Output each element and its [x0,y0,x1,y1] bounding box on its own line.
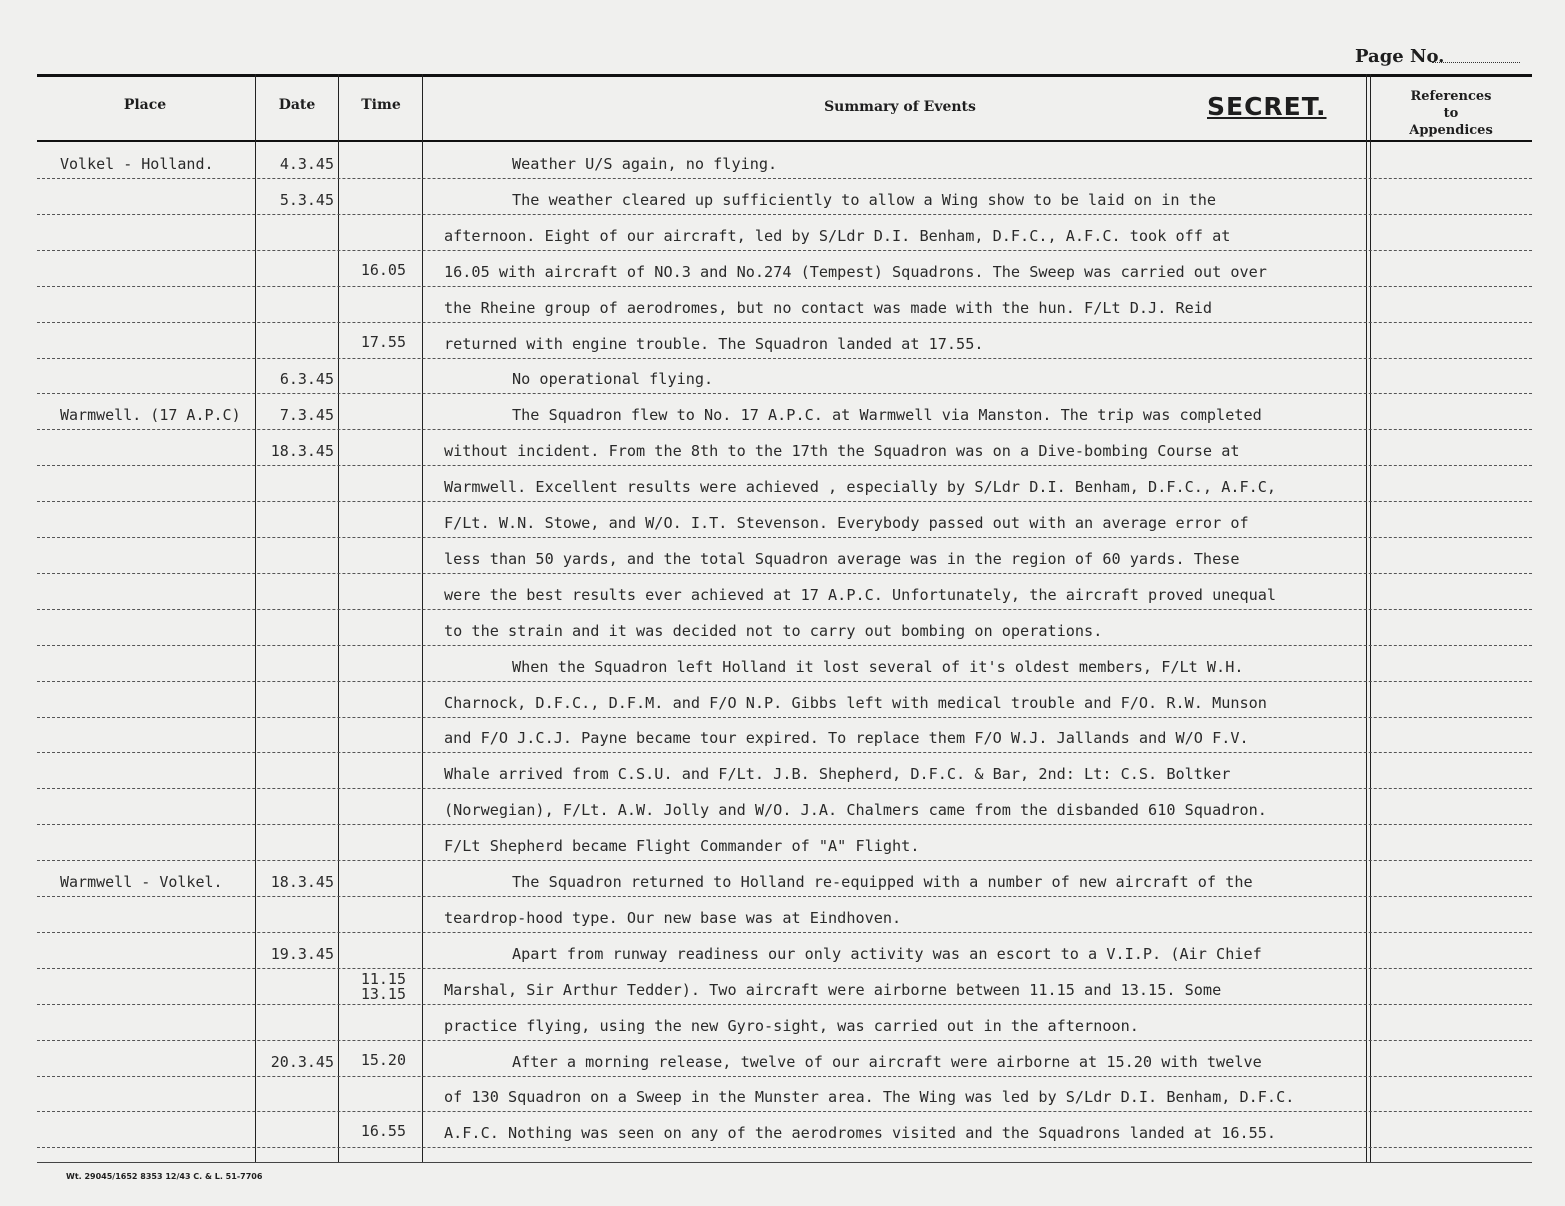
row-date: 19.3.45 [270,944,334,963]
row-summary: Whale arrived from C.S.U. and F/Lt. J.B. Shepherd, D.F.C. & Bar, 2nd: Lt: C.S. Boltker [444,765,1231,784]
column-divider-time [422,74,423,1163]
header-references-line-1: References [1410,89,1492,104]
table-bottom-rule [37,1162,1532,1163]
row-place: Volkel - Holland. [60,155,214,173]
row-summary: After a morning release, twelve of our aircraft were airborne at 15.20 with twelve [512,1052,1262,1071]
row-rule [37,286,1532,287]
row-summary: 16.05 with aircraft of NO.3 and No.274 (Tempest) Squadrons. The Sweep was carried out over [444,262,1267,281]
row-rule [37,465,1532,466]
row-rule [37,609,1532,610]
row-rule [37,860,1532,861]
row-rule [37,214,1532,215]
column-divider-references [1370,74,1371,1163]
row-rule [37,1076,1532,1077]
row-summary: less than 50 yards, and the total Squadron average was in the region of 60 yards. These [444,549,1240,568]
row-summary: No operational flying. [512,370,714,389]
row-rule [37,1040,1532,1041]
row-rule [37,1004,1532,1005]
row-summary: F/Lt. W.N. Stowe, and W/O. I.T. Stevenson. Everybody passed out with an average error of [444,514,1249,532]
row-summary: returned with engine trouble. The Squadron landed at 17.55. [444,334,984,353]
row-place: Warmwell - Volkel. [60,873,223,891]
row-summary: F/Lt Shepherd became Flight Commander of "A" Flight. [444,837,920,856]
row-rule [37,645,1532,646]
row-summary: the Rheine group of aerodromes, but no contact was made with the hun. F/Lt D.J. Reid [444,298,1213,317]
header-references [1372,88,1530,139]
row-time: 17.55 [360,332,406,351]
header-place: Place [123,97,167,113]
row-summary: The Squadron flew to No. 17 A.P.C. at Warmwell via Manston. The trip was completed [512,406,1262,425]
row-summary: The weather cleared up sufficiently to allow a Wing show to be laid on in the [512,190,1217,209]
row-summary: practice flying, using the new Gyro-sight, was carried out in the afternoon. [444,1016,1139,1035]
row-rule [37,896,1532,897]
table-top-rule [37,74,1532,77]
row-rule [37,681,1532,682]
row-rule [37,788,1532,789]
row-rule [37,393,1532,394]
row-summary: of 130 Squadron on a Sweep in the Munster area. The Wing was led by S/Ldr D.I. Benham, D.F.C. [444,1088,1295,1107]
row-date: 18.3.45 [270,873,334,891]
row-rule [37,537,1532,538]
row-summary: afternoon. Eight of our aircraft, led by S/Ldr D.I. Benham, D.F.C., A.F.C. took off at [444,226,1231,245]
page-number-field [1432,62,1520,63]
row-date: 6.3.45 [279,370,334,389]
row-date: 20.3.45 [270,1052,334,1071]
row-summary: A.F.C. Nothing was seen on any of the aerodromes visited and the Squadrons landed at 16.55. [444,1124,1277,1143]
row-date: 5.3.45 [279,190,334,209]
row-date: 7.3.45 [279,406,334,425]
row-time: 16.55 [360,1122,406,1141]
row-date: 18.3.45 [270,442,334,461]
row-rule [37,501,1532,502]
form-footer: Wt. 29045/1652 8353 12/43 C. & L. 51-7706 [66,1172,263,1181]
row-place: Warmwell. (17 A.P.C) [60,406,241,425]
header-bottom-rule [37,140,1532,142]
row-summary: without incident. From the 8th to the 17th the Squadron was on a Dive-bombing Course at [444,442,1240,461]
row-time: 16.05 [360,260,406,279]
row-summary: were the best results ever achieved at 17 A.P.C. Unfortunately, the aircraft proved unequal [444,585,1277,604]
column-divider-place [255,74,256,1163]
row-summary: Warmwell. Excellent results were achieved , especially by S/Ldr D.I. Benham, D.F.C., A.F.C, [444,478,1277,497]
secret-stamp: SECRET. [1207,92,1327,121]
row-rule [37,250,1532,251]
page-number-label: Page No. [1355,46,1445,67]
row-rule [37,1147,1532,1148]
row-summary: and F/O J.C.J. Payne became tour expired. To replace them F/O W.J. Jallands and W/O F.V. [444,729,1249,748]
row-rule [37,1111,1532,1112]
row-rule [37,824,1532,825]
row-summary: When the Squadron left Holland it lost several of it's oldest members, F/Lt W.H. [512,657,1244,676]
row-rule [37,573,1532,574]
row-rule [37,968,1532,969]
row-summary: Apart from runway readiness our only activity was an escort to a V.I.P. (Air Chief [512,944,1262,963]
row-rule [37,932,1532,933]
column-divider-date [338,74,339,1163]
row-summary: (Norwegian), F/Lt. A.W. Jolly and W/O. J.A. Chalmers came from the disbanded 610 Squadron. [444,801,1267,820]
row-summary: The Squadron returned to Holland re-equipped with a number of new aircraft of the [512,873,1253,891]
row-time: 11.15 13.15 [360,969,406,1003]
row-summary: Weather U/S again, no flying. [512,155,778,173]
row-rule [37,322,1532,323]
row-summary: Marshal, Sir Arthur Tedder). Two aircraft were airborne between 11.15 and 13.15. Some [444,980,1222,999]
header-references-line-2: to [1443,106,1459,121]
row-rule [37,752,1532,753]
row-rule [37,178,1532,179]
row-rule [37,358,1532,359]
row-summary: Charnock, D.F.C., D.F.M. and F/O N.P. Gibbs left with medical trouble and F/O. R.W. Munson [444,693,1267,712]
row-time: 15.20 [360,1050,406,1069]
row-date: 4.3.45 [279,155,334,173]
header-summary: Summary of Events [824,99,976,115]
header-references-line-3: Appendices [1409,123,1493,138]
header-time: Time [361,97,401,113]
row-rule [37,429,1532,430]
row-rule [37,717,1532,718]
row-summary: to the strain and it was decided not to carry out bombing on operations. [444,621,1103,640]
header-date: Date [278,97,316,113]
row-summary: teardrop-hood type. Our new base was at Eindhoven. [444,908,902,927]
